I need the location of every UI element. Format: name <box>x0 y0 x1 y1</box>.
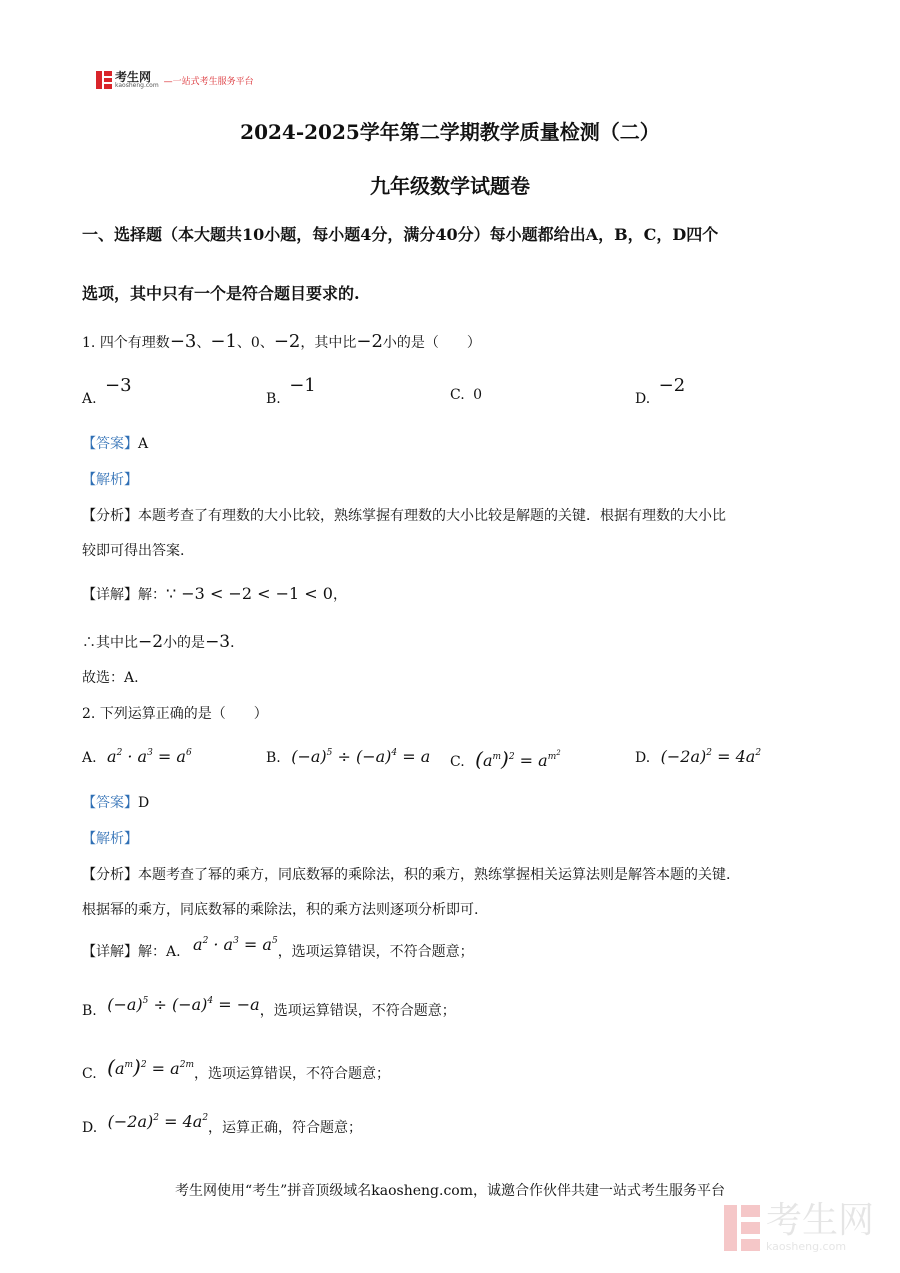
page-subtitle: 九年级数学试题卷 <box>370 174 530 198</box>
page-footer: 考生网使用“考生”拼音顶级域名kaosheng.com，诚邀合作伙伴共建一站式考生服务平台 <box>174 1183 726 1199</box>
q2-fenxi-line1: 【分析】本题考查了幂的乘方，同底数幂的乘除法，积的乘方，熟练掌握相关运算法则是解答本题的关键. <box>82 867 731 883</box>
q2-option-d: D. $(-2a)^2 = 4a^2$ <box>635 747 762 766</box>
q1-option-a: A. −3 <box>82 375 132 407</box>
q2-detail-a: 【详解】解：A. $a^2 \cdot a^3 = a^5$，选项运算错误，不符合题意； <box>82 935 474 960</box>
watermark-domain: kaosheng.com <box>765 1240 847 1253</box>
q1-option-d: D. −2 <box>635 375 686 407</box>
q2-option-b: B. $(-a)^5 \div (-a)^4 = a$ <box>266 747 431 766</box>
q2-answer: 【答案】D <box>82 795 150 811</box>
q1-conclusion: ∴其中比−2小的是−3． <box>82 632 245 652</box>
q2-analysis-tag: 【解析】 <box>82 831 138 847</box>
page-title: 2024-2025学年第二学期教学质量检测（二） <box>240 120 660 144</box>
q2-detail-d: D. $(-2a)^2 = 4a^2$，运算正确，符合题意； <box>82 1112 363 1136</box>
q1-fenxi-line1: 【分析】本题考查了有理数的大小比较，熟练掌握有理数的大小比较是解题的关键．根据有理数的大小比 <box>82 508 726 524</box>
brand-logo <box>96 71 254 89</box>
section-heading-line1: 一、选择题（本大题共10小题，每小题4分，满分40分）每小题都给出A，B，C，D四个 <box>82 225 719 244</box>
q1-fenxi-line2: 较即可得出答案. <box>82 543 185 559</box>
q1-detail: 【详解】解：∵ −3 < −2 < −1 < 0， <box>82 584 347 603</box>
logo-domain: kaosheng.com <box>115 82 159 89</box>
watermark-name: 考生网 <box>765 1200 874 1241</box>
q1-choose: 故选：A. <box>82 670 139 686</box>
logo-slogan: —一站式考生服务平台 <box>163 76 254 87</box>
watermark-logo <box>724 1200 874 1253</box>
q1-analysis-tag: 【解析】 <box>82 472 138 488</box>
section-heading-line2: 选项，其中只有一个是符合题目要求的. <box>82 284 360 303</box>
watermark-icon <box>724 1205 760 1251</box>
q1-option-b: B. −1 <box>266 375 316 407</box>
logo-name: 考生网 <box>115 70 152 84</box>
q1-answer: 【答案】A <box>82 436 149 452</box>
q1-option-c: C. 0 <box>450 387 483 403</box>
q2-fenxi-line2: 根据幂的乘方，同底数幂的乘除法，积的乘方法则逐项分析即可. <box>82 902 479 918</box>
q2-stem: 2. 下列运算正确的是（ ） <box>82 706 268 722</box>
q1-stem: 1. 四个有理数−3、−1、0、−2，其中比−2小的是（ ） <box>82 331 481 352</box>
logo-icon <box>96 71 112 89</box>
q2-detail-c: C. $(a^m)^2 = a^{2m}$，选项运算错误，不符合题意； <box>82 1055 390 1082</box>
q2-option-c: C. $(a^m)^2 = a^{m^2}$ <box>450 747 561 771</box>
q2-option-a: A. $a^2 \cdot a^3 = a^6$ <box>82 747 192 766</box>
q2-detail-b: B. $(-a)^5 \div (-a)^4 = -a$，选项运算错误，不符合题意； <box>82 995 456 1019</box>
